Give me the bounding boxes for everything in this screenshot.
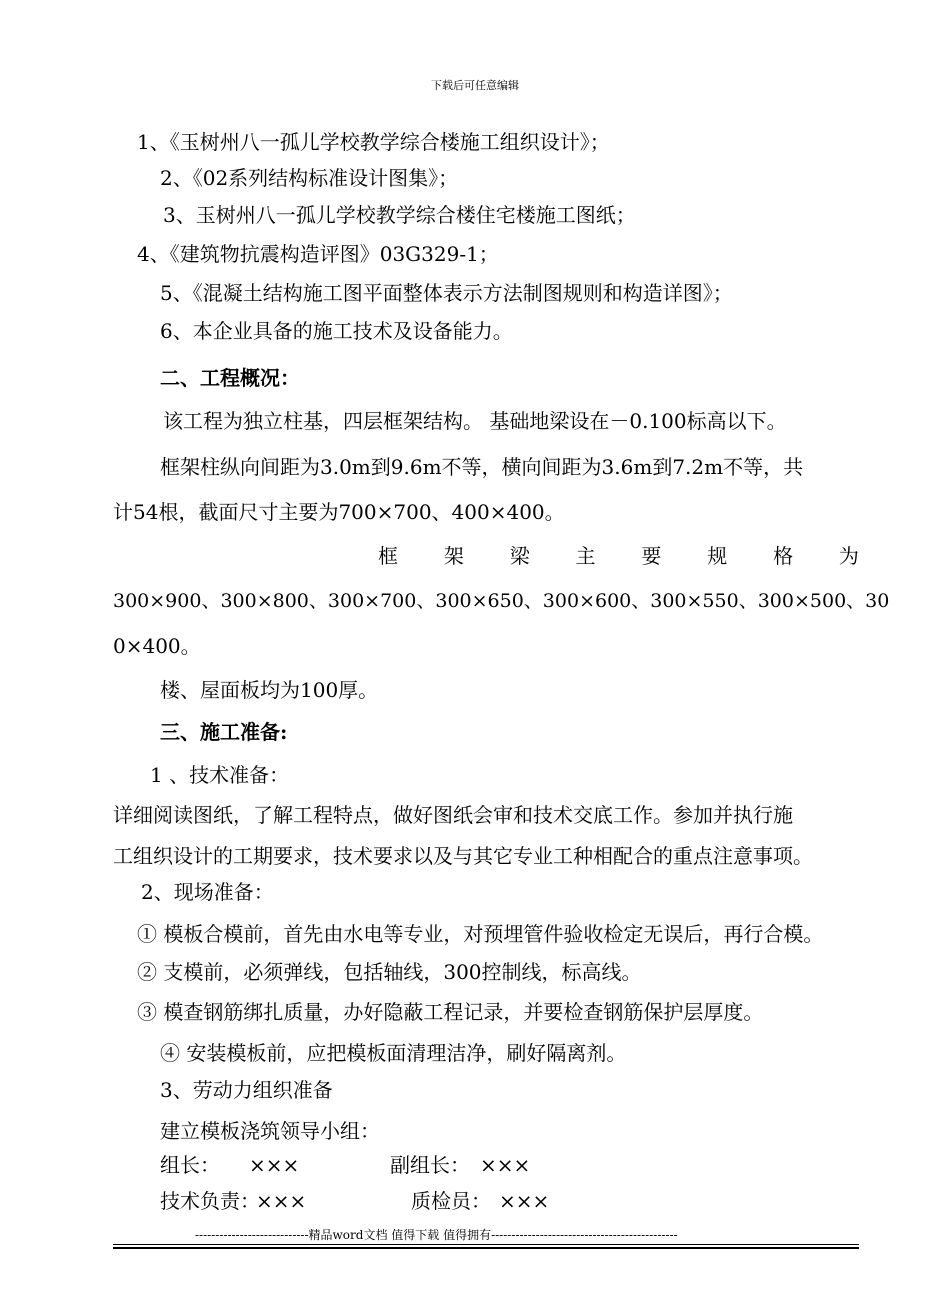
beam-spec-char: 为 (838, 544, 859, 568)
footer-rule-top (113, 1244, 859, 1245)
footer-text: ----------------------------精品word文档 值得下载 值得拥有---------------------------------------------- (195, 1228, 678, 1242)
site-prep-title: 2、现场准备： (141, 880, 274, 904)
reference-item-1: 1、《玉树州八一孤儿学校教学综合楼施工组织设计》； (137, 130, 610, 154)
site-prep-item-4: ④ 安装模板前，应把模板面清理洁净，刷好隔离剂。 (160, 1041, 627, 1065)
tech-lead-label: 技术负责： (160, 1189, 260, 1213)
reference-item-4: 4、《建筑物抗震构造评图》03G329-1； (137, 242, 499, 266)
overview-paragraph-1: 该工程为独立柱基，四层框架结构。 基础地梁设在－0.100标高以下。 (163, 409, 787, 433)
beam-spec-char: 要 (641, 544, 662, 568)
technical-prep-line-1: 详细阅读图纸，了解工程特点，做好图纸会审和技术交底工作。参加并执行施 (113, 803, 793, 827)
tech-lead-value: ××× (256, 1189, 307, 1213)
inspector-value: ××× (499, 1189, 550, 1213)
beam-spec-char: 架 (443, 544, 464, 568)
overview-paragraph-2-line-1: 框架柱纵向间距为3.0m到9.6m不等，横向间距为3.6m到7.2m不等，共 (160, 455, 804, 479)
site-prep-item-3: ③ 模查钢筋绑扎质量，办好隐蔽工程记录，并要检查钢筋保护层厚度。 (137, 1000, 764, 1024)
beam-spec-char: 梁 (509, 544, 530, 568)
reference-item-6: 6、本企业具备的施工技术及设备能力。 (160, 319, 513, 343)
team-intro-text: 建立模板浇筑领导小组： (160, 1119, 380, 1143)
site-prep-item-2: ② 支模前，必须弹线，包括轴线，300控制线，标高线。 (137, 960, 642, 984)
beam-spec-char: 框 (378, 544, 398, 568)
beam-spec-intro (378, 543, 859, 569)
deputy-leader-label: 副组长： (390, 1153, 470, 1177)
leader-label: 组长： (160, 1153, 220, 1177)
reference-item-2: 2、《02系列结构标准设计图集》； (160, 166, 459, 190)
overview-paragraph-2-line-2: 计54根，截面尺寸主要为700×700、400×400。 (113, 500, 565, 524)
page-header: 下载后可任意编辑 (431, 79, 519, 92)
beam-spec-sizes-line-1: 300×900、300×800、300×700、300×650、300×600、300×550、300×500、30 (113, 590, 890, 612)
beam-spec-char: 主 (575, 544, 596, 568)
beam-spec-sizes-line-2: 0×400。 (113, 634, 201, 658)
beam-spec-char: 格 (773, 544, 794, 568)
section-heading-overview: 二、工程概况： (160, 366, 300, 390)
technical-prep-title: 1 、技术准备： (150, 763, 290, 787)
site-prep-item-1: ① 模板合模前，首先由水电等专业，对预埋管件验收检定无误后，再行合模。 (137, 922, 824, 946)
technical-prep-line-2: 工组织设计的工期要求，技术要求以及与其它专业工种相配合的重点注意事项。 (113, 844, 813, 868)
leader-value: ××× (249, 1153, 300, 1177)
footer-rule-bottom (113, 1247, 859, 1249)
beam-spec-char: 规 (707, 544, 728, 568)
reference-item-3: 3、玉树州八一孤儿学校教学综合楼住宅楼施工图纸； (163, 203, 636, 227)
inspector-label: 质检员： (411, 1189, 491, 1213)
reference-item-5: 5、《混凝土结构施工图平面整体表示方法制图规则和构造详图》； (160, 281, 733, 305)
section-heading-preparation: 三、施工准备: (160, 720, 288, 744)
deputy-leader-value: ××× (480, 1153, 531, 1177)
labor-prep-title: 3、劳动力组织准备 (160, 1078, 333, 1102)
slab-thickness-text: 楼、屋面板均为100厚。 (160, 678, 379, 702)
